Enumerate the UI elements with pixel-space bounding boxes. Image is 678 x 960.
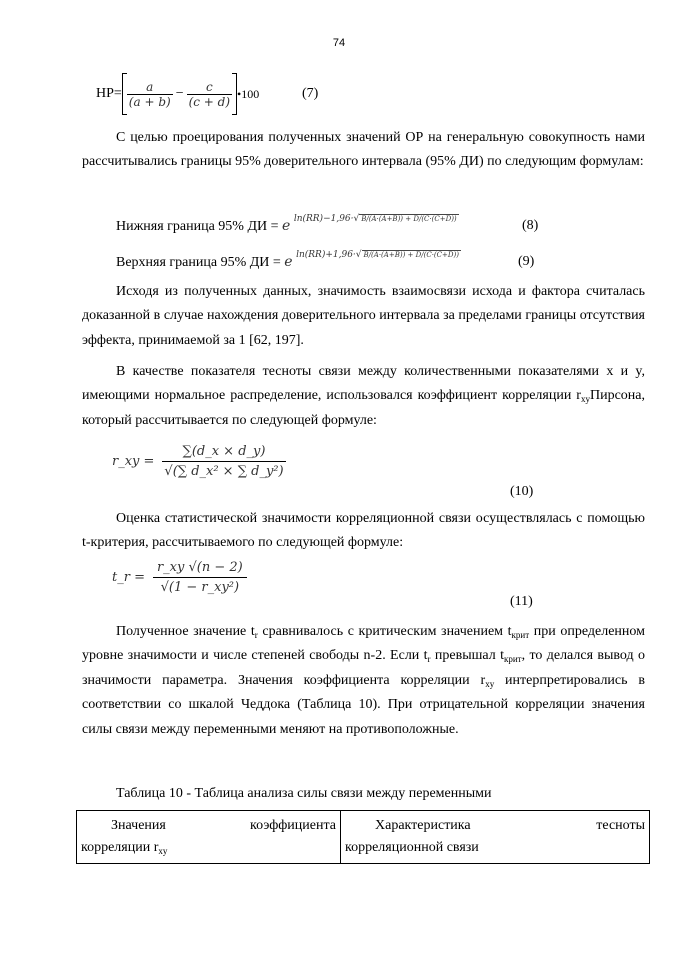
equation-10-lhs: r_xy =: [112, 454, 155, 469]
equation-number-8: (8): [522, 218, 539, 233]
paragraph-significance: Исходя из полученных данных, значимость взаимосвязи исхода и фактора считалась доказанной в случае нахождения доверительного интервала за пределами границы отсутствия эффекта, принимаемой за 1 [62, 197].: [82, 284, 645, 348]
equation-10: [112, 444, 286, 479]
table-header-characteristic: Характеристика тесноты корреляционной связи: [345, 818, 645, 855]
equation-8: Нижняя граница 95% ДИ = e $^{ln(RR)-1,96\cdot√ B/(A\cdot(A+B)) + D/(C\cdot(C+D))}$: [116, 214, 457, 234]
equation-number-10: (10): [510, 484, 534, 499]
paragraph-t-criterion: Оценка статистической значимости корреляционной связи осуществлялась с помощью t-критерия, рассчитываемого по следующей формуле:: [82, 511, 645, 551]
equation-7-multiplier: •100: [237, 86, 260, 101]
equation-9: Верхняя граница 95% ДИ = e $^{ln(RR)+1,96\cdot√ B/(A\cdot(A+B)) + D/(C\cdot(C+D))}$: [116, 250, 459, 270]
page-number: 74: [332, 37, 346, 49]
paragraph-chaddock: Полученное значение $t_r$ сравнивалось с критическим значением $t_{крит}$ при определенном уровне значимости и числе степеней свободы n-2. Если $t_r$ превышал $t_{крит}$, то делался вывод о значимости параметра. Значения коэффициента корреляции $r_{xy}$ интерпретировались в соответствии со шкалой Чеддока (Таблица 10). При отрицательной корреляции значения силы связи между переменными меняют на противоположные.: [82, 624, 645, 737]
table-10: [76, 810, 650, 864]
equation-7: НР= $\frac{a}{(a + b)}$ − $\frac{c}{(c + d)}$ •100: [96, 72, 259, 116]
equation-number-9: (9): [518, 254, 535, 269]
equation-10-fraction: $\frac{\sum(d\_x \times d\_y)}{\text{√(∑ d\_x² × ∑ d\_y²)}}$: [164, 444, 284, 479]
table-header-coefficient: Значения коэффициента корреляции $r_{xy}$: [77, 811, 341, 863]
equation-11-fraction: $\frac{r\_xy √(n - 2)}{\text{√(1 − r\_xy²)}}$: [153, 560, 247, 595]
fraction-a: $\frac{a}{(a + b)}$: [128, 79, 171, 109]
equation-11-lhs: t_r =: [112, 570, 145, 585]
paragraph-pearson: В качестве показателя тесноты связи между количественными показателями x и y, имеющими нормальное распределение, использовался коэффициент корреляции $r_{xy}Пирсона$, который рассчитывается по следующей формуле:: [82, 364, 645, 428]
equation-8-label: Нижняя граница 95% ДИ =: [116, 219, 279, 234]
fraction-c: $\frac{c}{(c + d)}$: [188, 79, 231, 109]
equation-number-7: (7): [302, 86, 319, 101]
equation-11: [112, 560, 247, 595]
paragraph-confidence-interval: С целью проецирования полученных значений ОР на генеральную совокупность нами рассчитывались границы 95% доверительного интервала (95% ДИ) по следующим формулам:: [82, 130, 645, 170]
equation-7-lhs: НР=: [96, 86, 122, 101]
equation-9-label: Верхняя граница 95% ДИ =: [116, 255, 281, 270]
equation-number-11: (11): [510, 594, 533, 609]
table-caption: Таблица 10 - Таблица анализа силы связи между переменными: [116, 786, 492, 801]
